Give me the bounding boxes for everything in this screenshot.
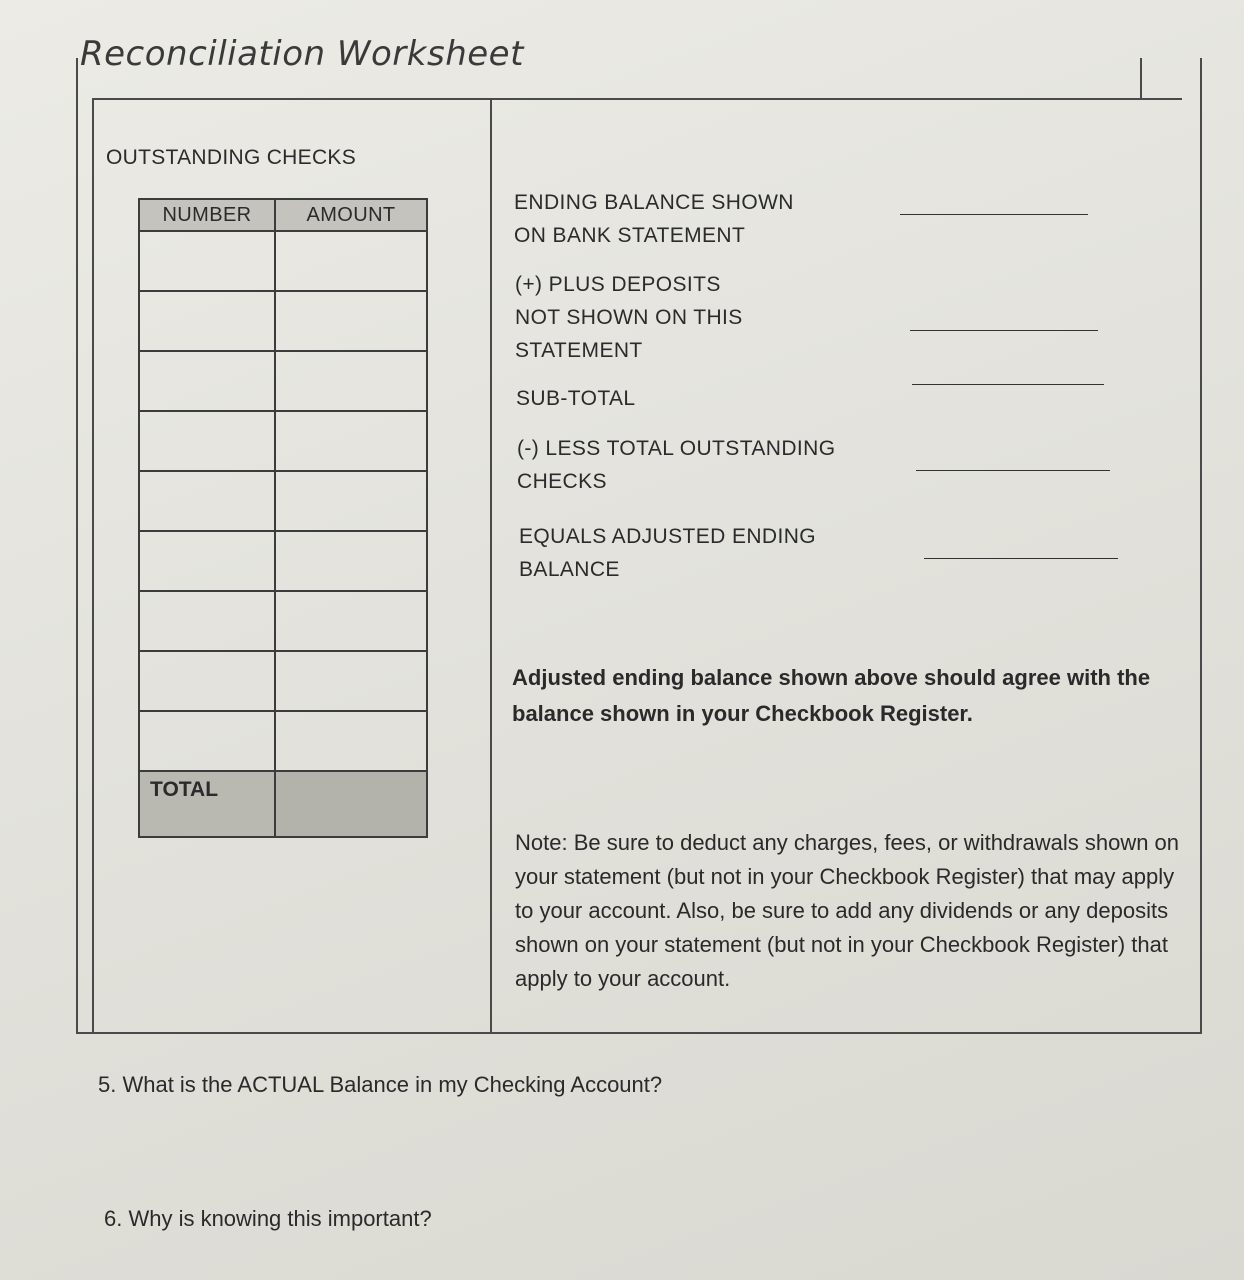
- check-number-cell[interactable]: [139, 351, 275, 411]
- check-rows: [139, 231, 427, 771]
- number-column-header: NUMBER: [139, 199, 275, 231]
- check-amount-cell[interactable]: [275, 411, 427, 471]
- ending-balance-line-1: ENDING BALANCE SHOWN: [514, 191, 794, 214]
- ending-balance-label: [514, 186, 794, 252]
- subtotal-blank[interactable]: [912, 384, 1104, 385]
- equals-adjusted-line-1: EQUALS ADJUSTED ENDING: [519, 525, 817, 548]
- page-title: Reconciliation Worksheet: [80, 34, 524, 74]
- check-row: [139, 351, 427, 411]
- outstanding-checks-table: [138, 198, 428, 838]
- adjusted-balance-note: Adjusted ending balance shown above should agree with the balance shown in your Checkbook Register.: [512, 665, 1151, 726]
- deduction-note: Note: Be sure to deduct any charges, fees, or withdrawals shown on your statement (but not in your Checkbook Register) that may apply to your account. Also, be sure to add any dividends or any deposits shown on your statement (but not in your Checkbook Register) that apply to your account.: [515, 830, 1180, 991]
- check-number-cell[interactable]: [139, 231, 275, 291]
- check-amount-cell[interactable]: [275, 471, 427, 531]
- check-row: [139, 531, 427, 591]
- total-label: TOTAL: [139, 771, 275, 837]
- less-checks-label: [517, 432, 835, 498]
- check-amount-cell[interactable]: [275, 231, 427, 291]
- subtotal-label: SUB-TOTAL: [516, 387, 636, 410]
- total-row: [139, 771, 427, 837]
- check-number-cell[interactable]: [139, 471, 275, 531]
- total-amount-cell[interactable]: [275, 771, 427, 837]
- column-divider: [490, 100, 492, 1034]
- question-6: 6. Why is knowing this important?: [104, 1206, 432, 1231]
- check-amount-cell[interactable]: [275, 351, 427, 411]
- check-number-cell[interactable]: [139, 591, 275, 651]
- less-checks-blank[interactable]: [916, 470, 1110, 471]
- check-row: [139, 411, 427, 471]
- less-checks-line-1: (-) LESS TOTAL OUTSTANDING: [517, 437, 836, 460]
- ending-balance-blank[interactable]: [900, 214, 1088, 215]
- check-amount-cell[interactable]: [275, 711, 427, 771]
- outstanding-checks-heading: OUTSTANDING CHECKS: [106, 146, 357, 169]
- check-row: [139, 471, 427, 531]
- equals-adjusted-line-2: BALANCE: [519, 558, 620, 581]
- check-amount-cell[interactable]: [275, 291, 427, 351]
- check-row: [139, 591, 427, 651]
- inner-frame-top: [92, 98, 1182, 100]
- equals-adjusted-label: [519, 520, 816, 586]
- check-number-cell[interactable]: [139, 411, 275, 471]
- question-5: 5. What is the ACTUAL Balance in my Checking Account?: [98, 1072, 663, 1097]
- plus-deposits-label: [515, 268, 743, 367]
- check-row: [139, 231, 427, 291]
- inner-frame-left: [92, 98, 94, 1034]
- ending-balance-line-2: ON BANK STATEMENT: [514, 224, 746, 247]
- check-row: [139, 651, 427, 711]
- less-checks-line-2: CHECKS: [517, 470, 607, 493]
- check-number-cell[interactable]: [139, 531, 275, 591]
- frame-edge: [1140, 58, 1142, 98]
- check-amount-cell[interactable]: [275, 531, 427, 591]
- amount-column-header: AMOUNT: [275, 199, 427, 231]
- check-number-cell[interactable]: [139, 651, 275, 711]
- check-amount-cell[interactable]: [275, 591, 427, 651]
- plus-deposits-line-2: NOT SHOWN ON THIS: [515, 306, 743, 329]
- plus-deposits-line-3: STATEMENT: [515, 339, 643, 362]
- check-row: [139, 291, 427, 351]
- plus-deposits-blank[interactable]: [910, 330, 1098, 331]
- equals-adjusted-blank[interactable]: [924, 558, 1118, 559]
- check-number-cell[interactable]: [139, 711, 275, 771]
- check-amount-cell[interactable]: [275, 651, 427, 711]
- check-row: [139, 711, 427, 771]
- plus-deposits-line-1: (+) PLUS DEPOSITS: [515, 273, 721, 296]
- check-number-cell[interactable]: [139, 291, 275, 351]
